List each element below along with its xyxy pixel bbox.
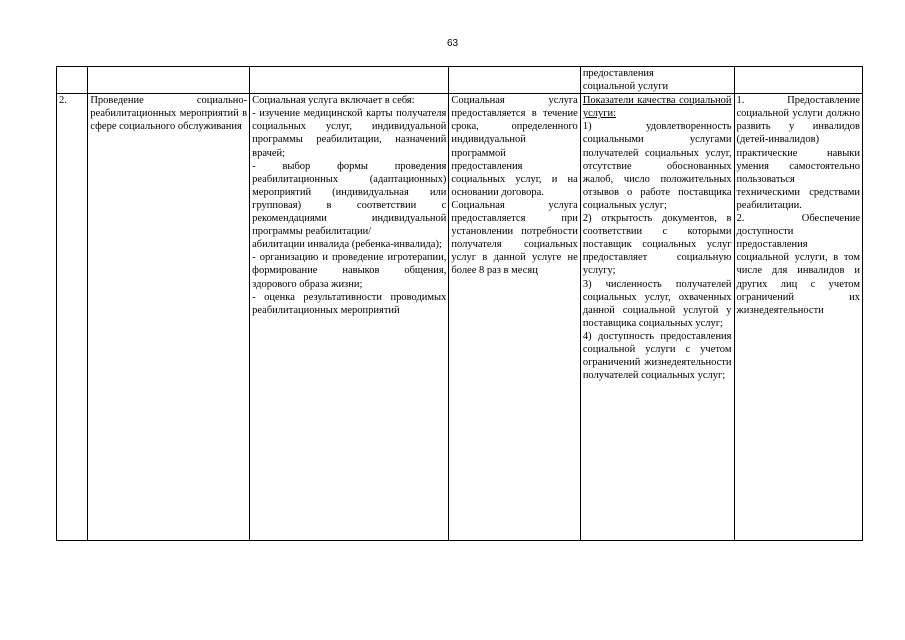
table-row (57, 94, 863, 541)
service-conditions (734, 94, 862, 541)
service-quality (580, 94, 734, 541)
cell-name-empty (88, 67, 250, 94)
conditions-item: 1. Предоставление социальной услуги должно развить у инвалидов (детей-инвалидов) практические навыки умения самостоятельно пользоваться техническими средствами реабилитации. (736, 95, 860, 211)
content-paragraph: Социальная услуга включает в себя: (252, 95, 415, 107)
services-table (56, 66, 863, 541)
row-number: 2. (57, 94, 88, 541)
table-row-continuation (57, 67, 863, 94)
content-paragraph: - изучение медицинской карты получателя социальных услуг, индивидуальной программы реабилитации, назначений врачей; (252, 108, 447, 159)
quality-item: 3) численность получателей социальных услуг, охваченных данной социальной услугой у поставщика социальных услуг; (582, 278, 732, 329)
page-number: 63 (446, 38, 459, 49)
quality-heading: Показатели качества социальной услуги: (582, 95, 732, 120)
conditions-item: 2. Обеспечение доступности предоставления социальной услуги, в том числе для инвалидов и других лиц с учетом ограничений их жизнедеятельности (736, 213, 860, 316)
cell-quality-continuation (580, 67, 734, 94)
quality-item: 1) удовлетворенность социальными услугами получателей социальных услуг, отсутствие обоснованных жалоб, число положительных отзывов о работе поставщика социальных услуг; (582, 121, 732, 211)
quality-item: 2) открытость документов, в соответствии с которыми поставщик социальных услуг предоставляет социальную услугу; (582, 213, 732, 277)
cell-content-empty (250, 67, 449, 94)
cell-number-empty (57, 67, 88, 94)
content-paragraph: - оценка результативности проводимых реабилитационных мероприятий (252, 291, 447, 316)
quality-item: 4) доступность предоставления социальной услуги с учетом ограничений жизнедеятельности получателей социальных услуг; (582, 330, 732, 382)
quality-continuation-line: социальной услуги (582, 81, 669, 93)
terms-paragraph: Социальная услуга предоставляется при установлении потребности получателя социальных услуг в данной услуге не более 8 раз в месяц (451, 199, 578, 277)
service-content (250, 94, 449, 541)
cell-conditions-empty (734, 67, 862, 94)
quality-continuation-line: предоставления (582, 68, 654, 79)
service-name: Проведение социально-реабилитационных мероприятий в сфере социального обслуживания (88, 94, 250, 541)
content-paragraph: - организацию и проведение игротерапии, формирование навыков общения, здорового образа жизни; (252, 252, 447, 290)
content-paragraph: абилитации инвалида (ребенка-инвалида); (252, 239, 442, 251)
cell-terms-empty (449, 67, 580, 94)
content-paragraph: - выбор формы проведения реабилитационных (адаптационных) мероприятий (индивидуальная или групповая) в соответствии с рекомендациями индивидуальной программы реабилитации/ (252, 160, 447, 238)
terms-paragraph: Социальная услуга предоставляется в течение срока, определенного индивидуальной программой предоставления социальных услуг, и на основании договора. (451, 95, 578, 198)
service-terms (449, 94, 580, 541)
